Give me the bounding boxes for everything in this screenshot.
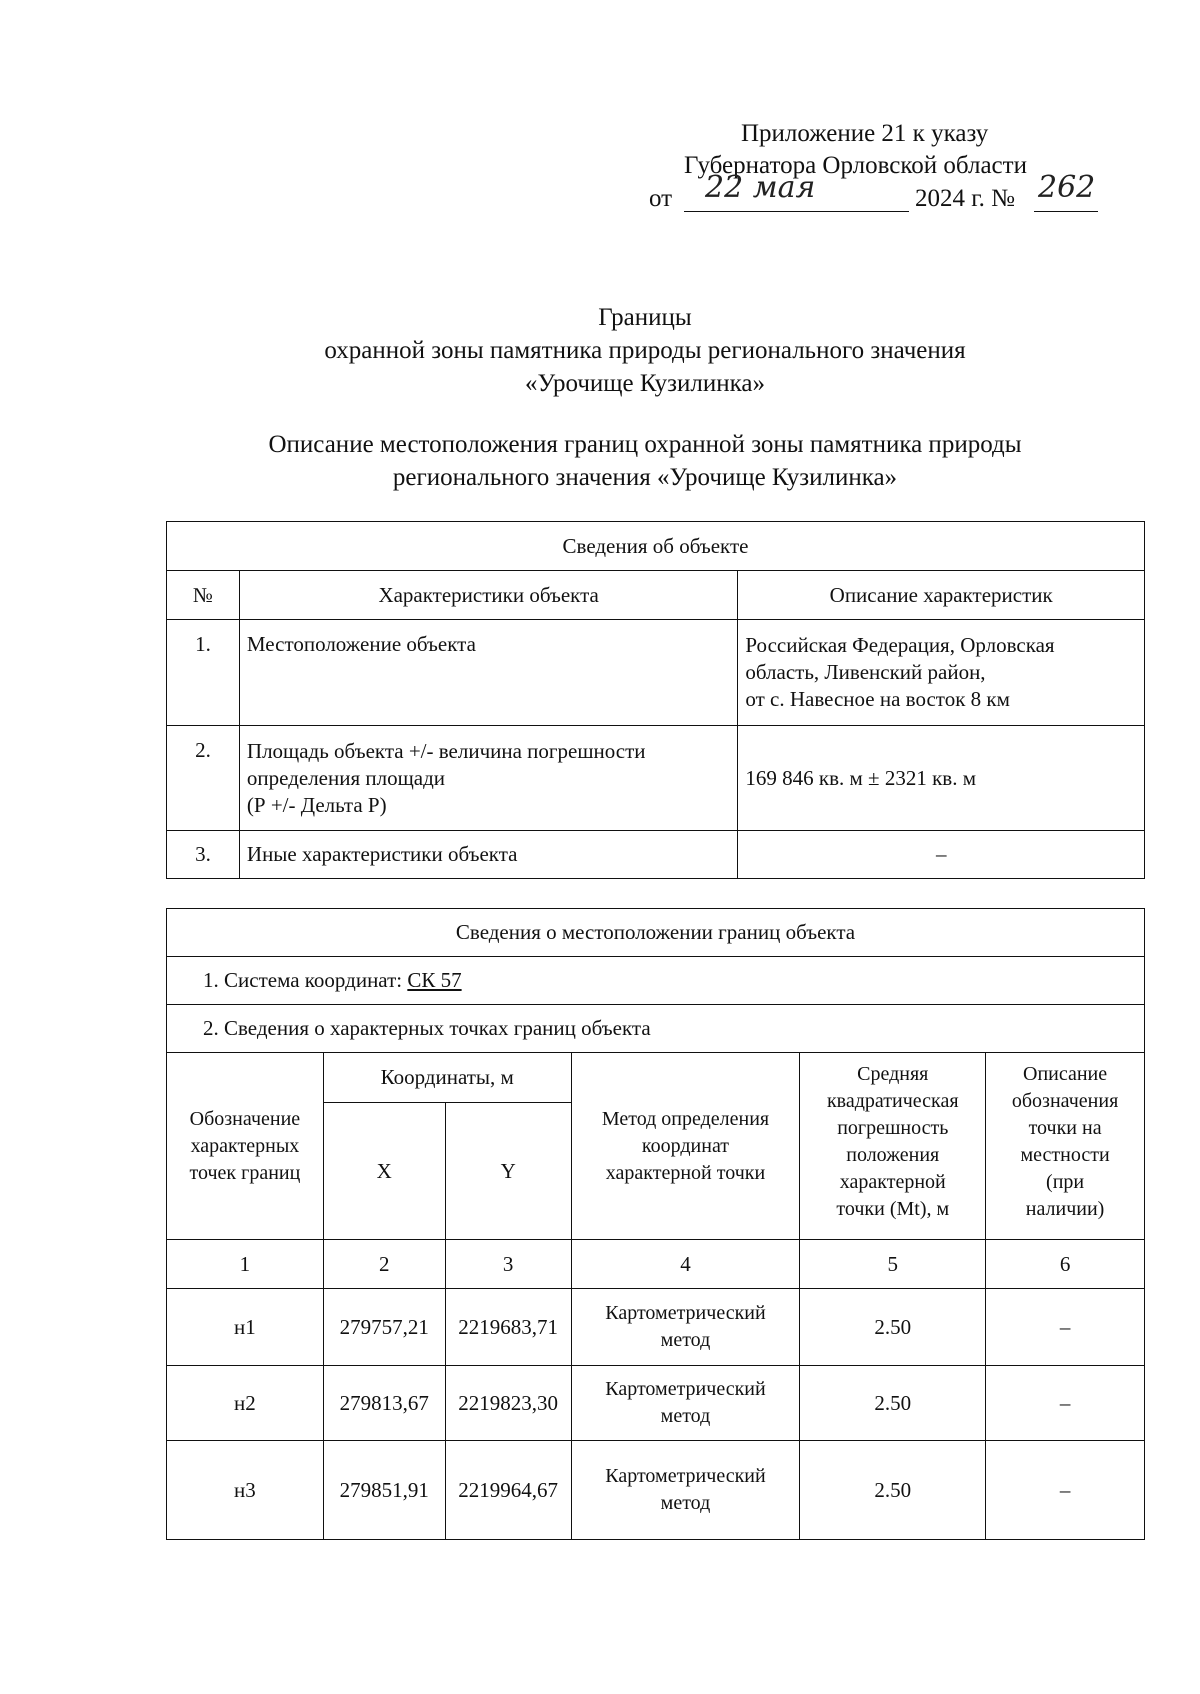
- characteristic-line: Площадь объекта +/- величина погрешности: [246, 739, 646, 763]
- point-y: 2219964,67: [445, 1441, 571, 1540]
- method-line: метод: [660, 1329, 711, 1351]
- header-line: погрешность: [837, 1117, 949, 1139]
- characteristic-line: (Р +/- Дельта Р): [246, 793, 387, 817]
- header-line: квадратическая: [826, 1090, 959, 1112]
- coordinate-system-value: СК 57: [407, 968, 462, 992]
- column-number: 3: [445, 1240, 571, 1289]
- point-method: [571, 1289, 800, 1366]
- header-x: X: [323, 1103, 445, 1240]
- description-line: область, Ливенский район,: [745, 660, 986, 684]
- year-label: 2024 г. №: [915, 185, 1016, 212]
- point-designation: н1: [167, 1289, 324, 1366]
- column-number: 4: [571, 1240, 800, 1289]
- column-number: 1: [167, 1240, 324, 1289]
- method-line: метод: [660, 1405, 711, 1427]
- row-characteristic: Местоположение объекта: [239, 620, 737, 726]
- method-line: Картометрический: [605, 1302, 766, 1324]
- title-line-2: охранной зоны памятника природы регионального значения: [324, 337, 966, 364]
- object-info-table: [166, 521, 1145, 879]
- header-coordinates: Координаты, м: [323, 1053, 571, 1103]
- points-caption: 2. Сведения о характерных точках границ объекта: [167, 1005, 1145, 1053]
- table-row: [167, 1289, 1145, 1366]
- header-line: характерной: [839, 1171, 946, 1193]
- row-description: [738, 620, 1145, 726]
- row-number: 3.: [167, 831, 240, 879]
- header-line: координат: [641, 1134, 730, 1157]
- point-y: 2219823,30: [445, 1366, 571, 1441]
- title-line-1: Границы: [598, 304, 692, 331]
- header-method: [571, 1053, 800, 1240]
- point-error: 2.50: [800, 1441, 986, 1540]
- header-line: точки на: [1028, 1117, 1102, 1139]
- method-line: Картометрический: [605, 1378, 766, 1400]
- row-description: 169 846 кв. м ± 2321 кв. м: [738, 726, 1145, 831]
- description-line-2: регионального значения «Урочище Кузилинка»: [392, 464, 898, 491]
- header-line: местности: [1020, 1144, 1110, 1166]
- header-point-description: [986, 1053, 1145, 1240]
- object-info-caption: Сведения об объекте: [167, 522, 1145, 571]
- column-number: 6: [986, 1240, 1145, 1289]
- description-line: Российская Федерация, Орловская: [745, 633, 1055, 657]
- coordinate-system-label: 1. Система координат:: [203, 968, 403, 992]
- header-line: точек границ: [189, 1161, 301, 1184]
- method-line: метод: [660, 1492, 711, 1514]
- header-line: характерной точки: [605, 1161, 766, 1184]
- point-description: –: [986, 1441, 1145, 1540]
- row-number: 2.: [167, 726, 240, 831]
- annex-line: Приложение 21 к указу: [741, 120, 989, 147]
- handwritten-number: 262: [1038, 170, 1096, 205]
- header-line: положения: [846, 1144, 940, 1166]
- point-method: [571, 1366, 800, 1441]
- row-characteristic: Иные характеристики объекта: [239, 831, 737, 879]
- from-label: от: [649, 185, 673, 212]
- header-line: Обозначение: [189, 1107, 301, 1130]
- point-description: –: [986, 1289, 1145, 1366]
- col-header-characteristic: Характеристики объекта: [239, 571, 737, 620]
- governor-line: Губернатора Орловской области: [684, 152, 1027, 179]
- point-y: 2219683,71: [445, 1289, 571, 1366]
- header-line: Описание: [1023, 1063, 1108, 1085]
- point-designation: н2: [167, 1366, 324, 1441]
- header-line: Метод определения: [601, 1107, 770, 1130]
- title-line-3: «Урочище Кузилинка»: [524, 370, 766, 397]
- description-line: от с. Навесное на восток 8 км: [745, 687, 1010, 711]
- point-designation: н3: [167, 1441, 324, 1540]
- handwritten-date: 22 мая: [705, 170, 816, 205]
- header-line: наличии): [1025, 1198, 1105, 1220]
- row-number: 1.: [167, 620, 240, 726]
- point-description: –: [986, 1366, 1145, 1441]
- point-x: 279813,67: [323, 1366, 445, 1441]
- row-description: –: [738, 831, 1145, 879]
- point-x: 279757,21: [323, 1289, 445, 1366]
- header-point-designation: [167, 1053, 324, 1240]
- point-error: 2.50: [800, 1366, 986, 1441]
- table-row: [167, 1441, 1145, 1540]
- header-line: обозначения: [1011, 1090, 1119, 1112]
- col-header-description: Описание характеристик: [738, 571, 1145, 620]
- header-line: точки (Mt), м: [836, 1198, 950, 1220]
- method-line: Картометрический: [605, 1465, 766, 1487]
- col-header-number: №: [167, 571, 240, 620]
- characteristic-line: определения площади: [246, 766, 446, 790]
- header-line: (при: [1046, 1171, 1085, 1193]
- table-row: [167, 1366, 1145, 1441]
- header-line: Средняя: [857, 1063, 929, 1085]
- point-method: [571, 1441, 800, 1540]
- point-error: 2.50: [800, 1289, 986, 1366]
- header-line: характерных: [190, 1134, 300, 1157]
- location-table: [166, 908, 1145, 1540]
- point-x: 279851,91: [323, 1441, 445, 1540]
- description-line-1: Описание местоположения границ охранной зоны памятника природы: [268, 431, 1022, 458]
- location-caption: Сведения о местоположении границ объекта: [167, 909, 1145, 957]
- row-characteristic: [239, 726, 737, 831]
- coordinate-system-row: [167, 957, 1145, 1005]
- column-number: 2: [323, 1240, 445, 1289]
- header-mean-error: [800, 1053, 986, 1240]
- header-y: Y: [445, 1103, 571, 1240]
- column-number: 5: [800, 1240, 986, 1289]
